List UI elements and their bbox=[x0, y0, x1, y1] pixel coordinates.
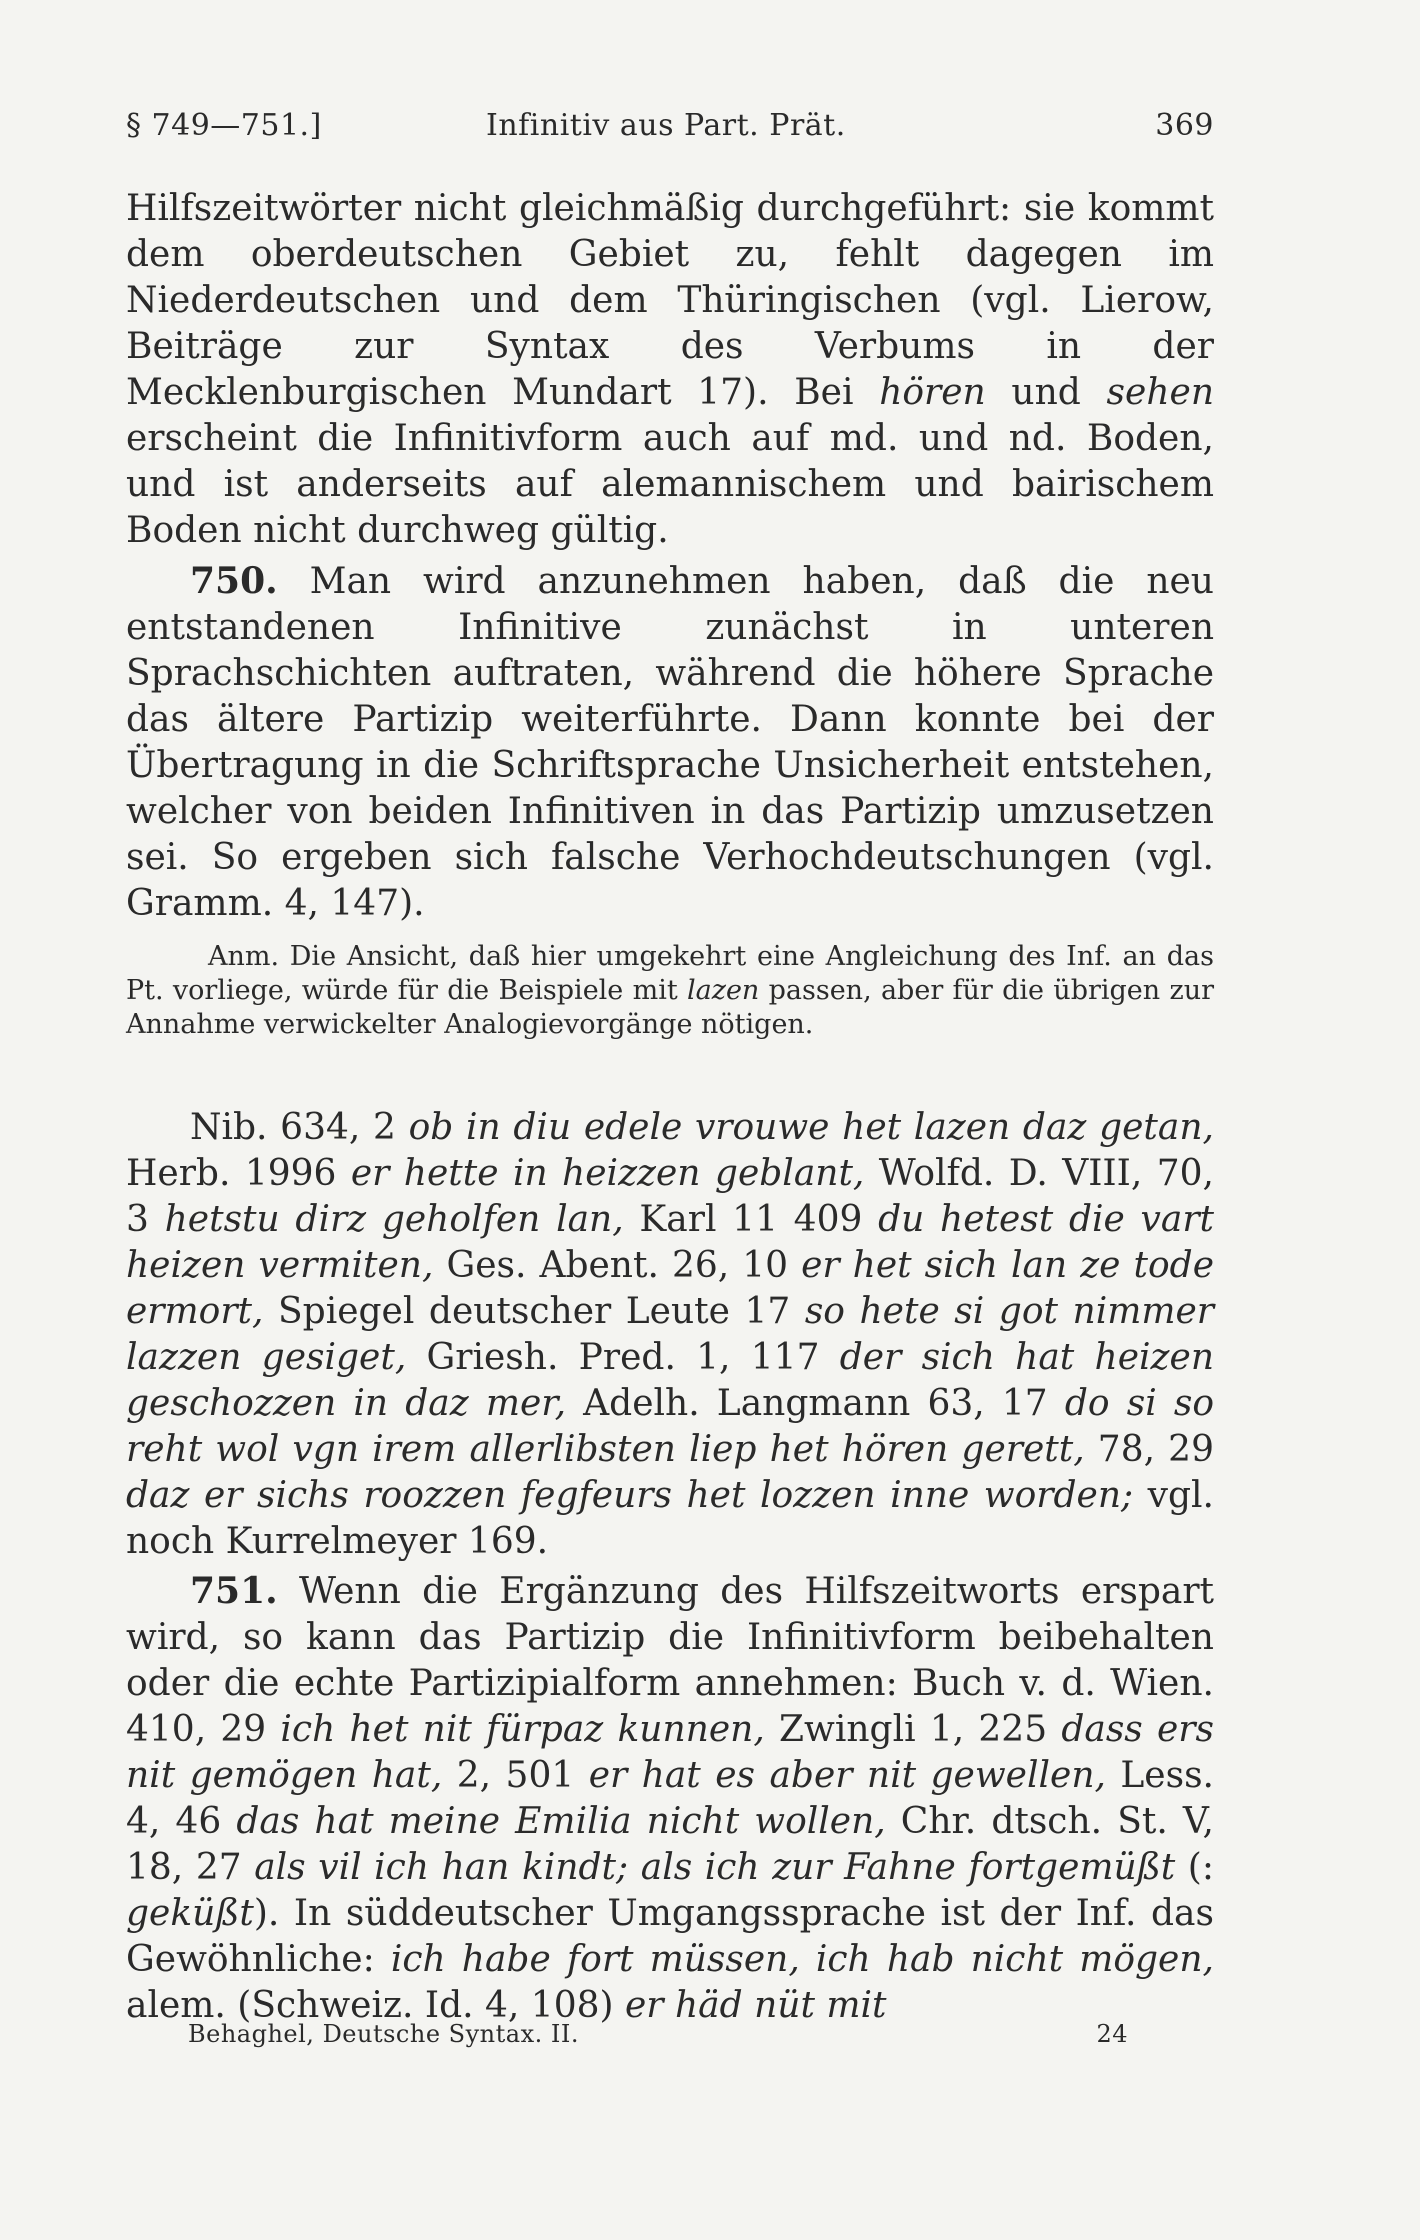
page-number: 369 bbox=[1155, 108, 1214, 143]
paragraph-751: 751. Wenn die Ergänzung des Hilfszeitworts erspart wird, so kann das Partizip die Infinitivform beibehalten oder die echte Partizipialform annehmen: Buch v. d. Wien. 410, 29 ich het nit fürpaz kunnen, Zwingli 1, 225 dass ers nit gemögen hat, 2, 501 er hat es aber nit gewellen, Less. 4, 46 das hat meine Emilia nicht wollen, Chr. dtsch. St. V, 18, 27 als vil ich han kindt; als ich zur Fahne fortgemüßt (: geküßt). In süddeutscher Umgangssprache ist der Inf. das Gewöhnliche: ich habe fort müssen, ich hab nicht mögen, alem. (Schweiz. Id. 4, 108) er häd nüt mit bbox=[126, 1570, 1214, 2026]
signature-mark: 24 bbox=[1096, 2020, 1128, 2048]
paragraph-749-continuation: Hilfszeitwörter nicht gleichmäßig durchgeführt: sie kommt dem oberdeutschen Gebiet zu, fehlt dagegen im Niederdeutschen und dem Thüringischen (vgl. Lierow, Beiträge zur Syntax des Verbums in der Mecklenburgischen Mundart 17). Bei hören und sehen erscheint die Infinitivform auch auf md. und nd. Boden, und ist anderseits auf alemannischem und bairischem Boden nicht durchweg gültig. bbox=[126, 188, 1215, 551]
section-number-751: 751. bbox=[190, 1570, 278, 1612]
publication-line: Behaghel, Deutsche Syntax. II. bbox=[188, 2020, 579, 2048]
section-range: § 749—751.] bbox=[126, 108, 322, 143]
annotation-note: Anm. Die Ansicht, daß hier umgekehrt eine Angleichung des Inf. an das Pt. vorliege, würde für die Beispiele mit lazen passen, aber für die übrigen zur Annahme verwickelter Analogievorgänge nötigen. bbox=[126, 941, 1214, 1040]
paragraph-750: 750. Man wird anzunehmen haben, daß die neu entstandenen Infinitive zunächst in unteren Sprachschichten auftraten, während die höhere Sprache das ältere Partizip weiterführte. Dann konnte bei der Übertragung in die Schriftsprache Unsicherheit entstehen, welcher von beiden Infinitiven in das Partizip umzusetzen sei. So ergeben sich falsche Verhochdeutschungen (vgl. Gramm. 4, 147). bbox=[126, 560, 1214, 924]
examples-paragraph: Nib. 634, 2 ob in diu edele vrouwe het lazen daz getan, Herb. 1996 er hette in heizzen geblant, Wolfd. D. VIII, 70, 3 hetstu dirz geholfen lan, Karl 11 409 du hetest die vart heizen vermiten, Ges. Abent. 26, 10 er het sich lan ze tode ermort, Spiegel deutscher Leute 17 so hete si got nimmer lazzen gesiget, Griesh. Pred. 1, 117 der sich hat heizen geschozzen in daz mer, Adelh. Langmann 63, 17 do si so reht wol vgn irem allerlibsten liep het hören gerett, 78, 29 daz er sichs roozzen fegfeurs het lozzen inne worden; vgl. noch Kurrelmeyer 169. bbox=[126, 1107, 1215, 1562]
section-number-750: 750. bbox=[190, 560, 278, 602]
running-title: Infinitiv aus Part. Prät. bbox=[486, 108, 846, 143]
